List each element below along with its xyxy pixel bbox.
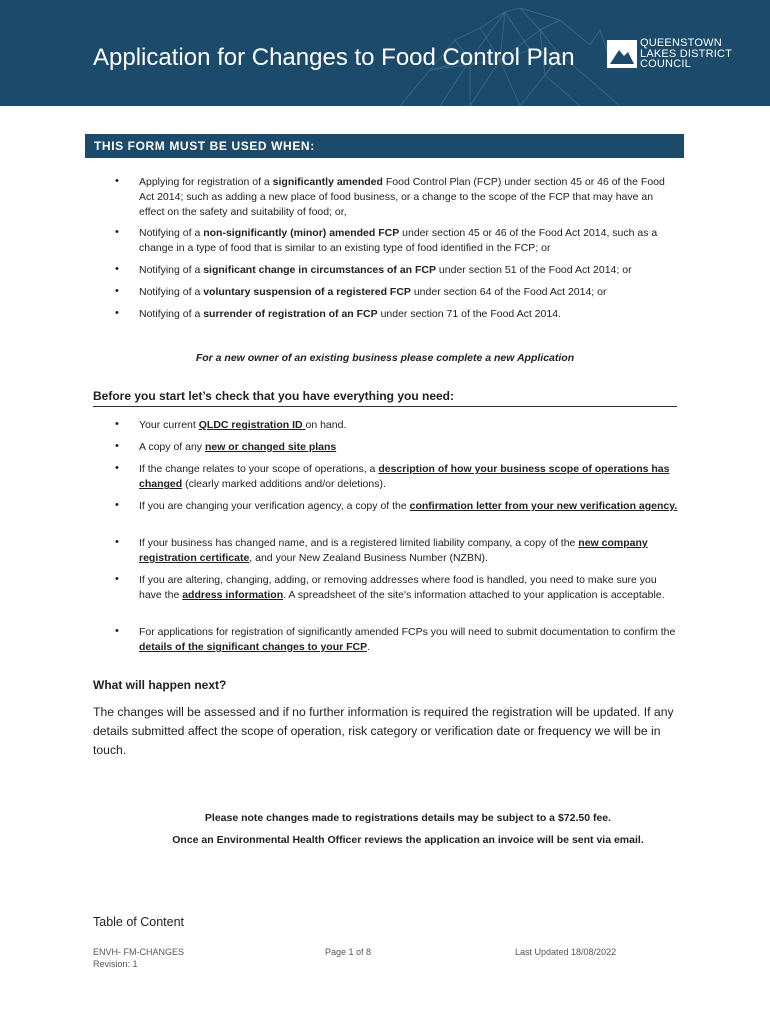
footer-last-updated: Last Updated 18/08/2022 (515, 947, 617, 957)
item-emphasis: significantly amended (272, 176, 383, 188)
item-text: under section 64 of the Food Act 2014; or (410, 286, 607, 298)
item-text: For applications for registration of significantly amended FCPs you will need to submit documentation to confirm the (139, 626, 676, 638)
item-text: Applying for registration of a (139, 176, 273, 188)
item-text: Notifying of a (139, 227, 204, 239)
logo-line-3: COUNCIL (640, 58, 691, 70)
bullet: • (115, 418, 119, 430)
checklist-link[interactable]: new or changed site plans (204, 441, 337, 453)
item-emphasis: surrender of registration of an FCP (203, 308, 378, 320)
checklist-link[interactable]: new company registration certificate (139, 537, 648, 564)
item-text: under section 71 of the Food Act 2014. (377, 308, 561, 320)
bullet: • (115, 625, 119, 637)
page-title: Application for Changes to Food Control Plan (93, 44, 575, 71)
banner-label: THIS FORM MUST BE USED WHEN: (94, 139, 315, 153)
bullet: • (115, 536, 119, 548)
form-usage-banner (85, 134, 684, 158)
footer-revision: Revision: 1 (93, 959, 138, 969)
bullet: • (115, 462, 119, 474)
item-text: , and your New Zealand Business Number (NZBN). (249, 552, 488, 564)
checklist-link[interactable]: description of how your business scope of operations has changed (139, 463, 670, 490)
item-text: If you are altering, changing, adding, or removing addresses where food is handled, you need to make sure you have the (139, 574, 657, 601)
bullet: • (115, 307, 119, 319)
bullet: • (115, 499, 119, 511)
item-text: Notifying of a (139, 286, 204, 298)
page-header (0, 0, 770, 106)
invoice-note: Once an Environmental Health Officer reviews the application an invoice will be sent via email. (172, 834, 644, 846)
item-text: on hand. (305, 419, 347, 431)
next-paragraph: The changes will be assessed and if no further information is required the registration will be updated. If any details submitted affect the scope of operation, risk category or verification date or frequency we will be in touch. (93, 705, 674, 757)
item-text: Notifying of a (139, 308, 204, 320)
checklist-link[interactable]: confirmation letter from your new verification agency. (409, 500, 678, 512)
checklist-link[interactable]: QLDC registration ID (198, 419, 306, 431)
next-heading: What will happen next? (93, 678, 227, 692)
checklist-link[interactable]: address information (182, 589, 284, 601)
bullet: • (115, 263, 119, 275)
logo-line-1: QUEENSTOWN (640, 37, 722, 49)
heading-divider (93, 406, 677, 407)
item-text: Notifying of a (139, 264, 204, 276)
new-owner-note: For a new owner of an existing business please complete a new Application (195, 352, 575, 364)
item-text: under section 51 of the Food Act 2014; or (436, 264, 632, 276)
item-text: Your current (139, 419, 199, 431)
table-of-content-label: Table of Content (93, 915, 185, 929)
logo-line-2: LAKES DISTRICT (640, 47, 733, 60)
item-text: Food Control Plan (FCP) under section 45 or 46 of the Food Act 2014; such as adding a new place of food business, or a change to the scope of the FCP that may have an effect on the safety and suitability of food; or, (139, 176, 665, 218)
checklist-link[interactable]: details of the significant changes to your FCP (139, 641, 368, 653)
bullet: • (115, 226, 119, 238)
item-text: If your business has changed name, and is a registered limited liability company, a copy of the (139, 537, 579, 549)
footer-left (93, 946, 184, 970)
item-text: If you are changing your verification agency, a copy of the (139, 500, 410, 512)
item-emphasis: significant change in circumstances of an FCP (203, 264, 437, 276)
fee-note: Please note changes made to registrations details may be subject to a $72.50 fee. (204, 812, 612, 824)
item-text: under section 45 or 46 of the Food Act 2014, such as a change in a type of food that is similar to an existing type of food identified in the FCP; or (139, 227, 658, 254)
bullet: • (115, 440, 119, 452)
item-emphasis: non-significantly (minor) amended FCP (203, 227, 400, 239)
item-text: A copy of any (139, 441, 205, 453)
bullet: • (115, 175, 119, 187)
footer-page-number: Page 1 of 8 (325, 947, 372, 957)
bullet: • (115, 285, 119, 297)
bullet: • (115, 573, 119, 585)
item-text: If the change relates to your scope of operations, a (139, 463, 379, 475)
item-text: . A spreadsheet of the site's information attached to your application is acceptable. (283, 589, 665, 601)
item-text: . (367, 641, 371, 653)
item-text: (clearly marked additions and/or deletions). (182, 478, 386, 490)
council-logo (607, 38, 747, 72)
checklist-heading: Before you start let’s check that you have everything you need: (93, 389, 454, 403)
item-emphasis: voluntary suspension of a registered FCP (203, 286, 411, 298)
footer-code: ENVH- FM-CHANGES (93, 947, 185, 957)
mountain-logo-icon (607, 40, 637, 68)
